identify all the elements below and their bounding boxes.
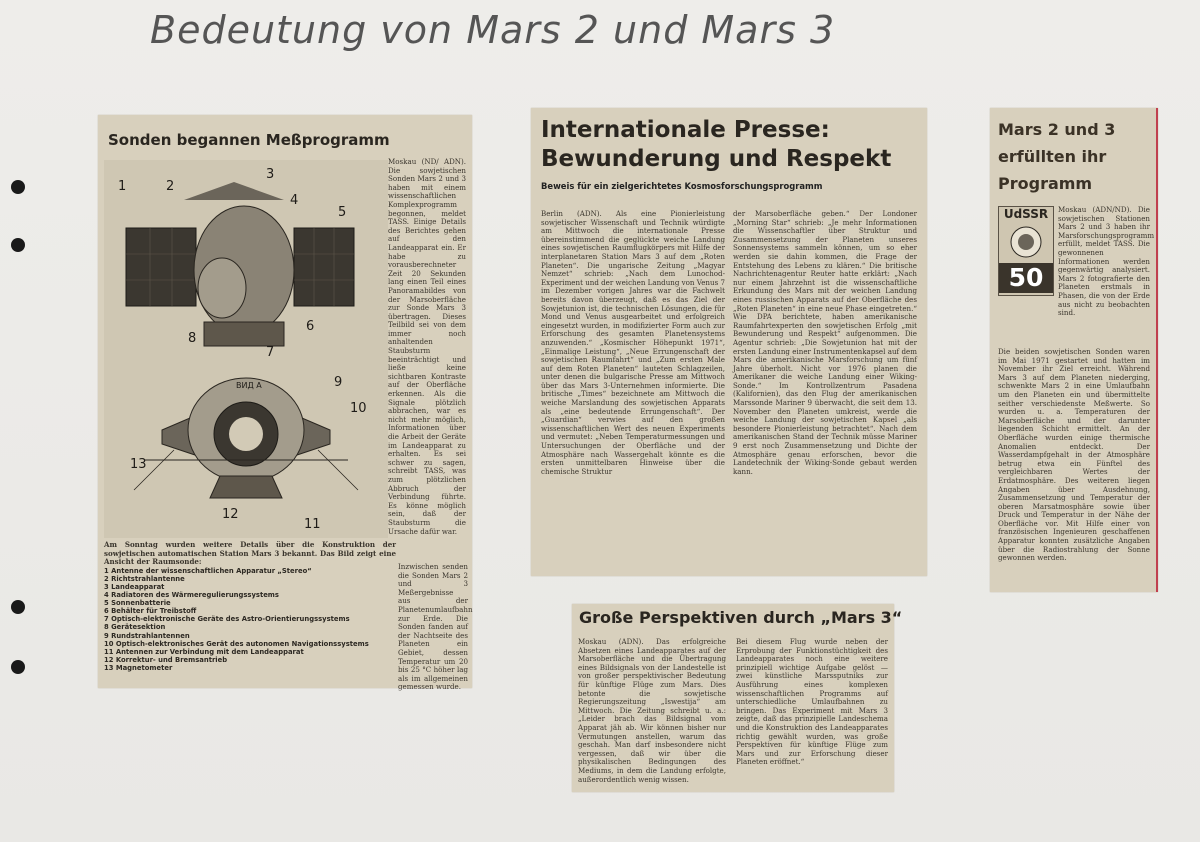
legend-item: 5 Sonnenbatterie	[104, 599, 171, 608]
punch-hole	[11, 600, 25, 614]
handwritten-headline: Bedeutung von Mars 2 und Mars 3	[150, 8, 836, 52]
diagram-caption	[104, 541, 396, 683]
legend-item: 1 Antenne der wissenschaftlichen Apparatur „Stereo“	[104, 566, 312, 575]
clipping-presse	[531, 108, 927, 576]
solar-panel-left-shape	[126, 228, 196, 306]
logo-text: UdSSR	[1003, 207, 1049, 221]
punch-hole	[11, 238, 25, 252]
diagram-label: 13	[130, 457, 147, 472]
legend-item: 2 Richtstrahlantenne	[104, 574, 185, 583]
clipping-title: Sonden begannen Meßprogramm	[108, 131, 390, 149]
legend-item: 3 Landeapparat	[104, 582, 165, 591]
clipping-subtitle: Beweis für ein zielgerichtetes Kosmosforschungsprogramm	[541, 181, 823, 191]
solar-panel-right-shape	[294, 228, 354, 306]
legend-item: 4 Radiatoren des Wärmeregulierungssystems	[104, 591, 279, 600]
article-column-2: Bei diesem Flug wurde neben der Erprobung der Funktionstüchtigkeit des Landeapparates noch eine weitere prinzipiell wichtige Aufgabe gelöst — zwei künstliche Marssputniks zur Ausführung eines komplexen wissenschaftlichen Programms auf unterschiedliche Umlaufbahnen zu bringen. Das Experiment mit Mars 3 zeigte, daß das prinzipielle Landeschema und die Konstruktion des Landeapparates richtig gewählt wurden, was große Perspektiven für künftige Flüge zum Mars und zur Erforschung dieser Planeten eröffnet.“	[736, 637, 888, 767]
legend-item: 8 Gerätesektion	[104, 623, 166, 632]
article-column-1: Moskau (ADN). Das erfolgreiche Absetzen eines Landeapparates auf der Marsoberfläche und die Übertragung eines Bildsignals von der Landestelle ist von großer perspektivischer Bedeutung für künftige Flüge zum Mars. Dies betonte die sowjetische Regierungszeitung „Iswestija“ am Mittwoch. Die Zeitung schreibt u. a.: „Leider brach das Bildsignal vom Apparat jäh ab. Wir können bisher nur Vermutungen anstellen, warum das geschah. Man darf insbesondere nicht vergessen, daß wir über die physikalischen Bedingungen des Mediums, in dem die Landung erfolgte, außerordentlich wenig wissen.	[578, 637, 726, 784]
legend-item: 6 Behälter für Treibstoff	[104, 607, 197, 616]
clipping-title: Mars 2 und 3 erfüllten ihr Programm	[998, 120, 1116, 193]
clipping-sonden-side-text-2: Inzwischen senden die Sonden Mars 2 und 3 Meßergebnisse aus der Planetenumlaufbahn zur Erde. Die Sonden fanden auf der Nachtseite des Planeten ein Gebiet, dessen Temperatur um 20 bis 25 °C höher lag als im allgemeinen gemessen wurde.	[398, 562, 473, 692]
diagram-label: 3	[266, 167, 275, 182]
diagram-legend	[104, 567, 396, 672]
legend-item: 11 Antennen zur Verbindung mit dem Landeapparat	[104, 647, 304, 656]
punch-hole	[11, 180, 25, 194]
diagram-label: 7	[266, 345, 275, 360]
legend-item: 13 Magnetometer	[104, 663, 173, 672]
clipping-perspektiven	[572, 604, 903, 792]
diagram-label: 8	[188, 331, 197, 346]
logo-number: 50	[999, 263, 1053, 293]
legend-item: 9 Rundstrahlantennen	[104, 631, 190, 640]
emblem-icon	[1009, 225, 1043, 259]
diagram-label: 1	[118, 179, 127, 194]
article-intro: Moskau (ADN/ND). Die sowjetischen Stationen Mars 2 und 3 haben ihr Marsforschungsprogramm erfüllt, meldet TASS. Die gewonnenen Informationen werden gegenwärtig analysiert. Mars 2 fotografierte den Planeten erstmals in Phasen, die von der Erde aus nicht zu beobachten sind.	[1058, 205, 1155, 318]
punch-hole	[11, 660, 25, 674]
article-body: Die beiden sowjetischen Sonden waren im Mai 1971 gestartet und hatten im November ihr Ziel erreicht. Während Mars 3 auf dem Planeten niederging, schwenkte Mars 2 in eine Umlaufbahn um den Planeten ein und übermittelte seither verschiedenste Meßwerte. So wurden u. a. Temperaturen der Marsoberfläche und der darunter liegenden Schicht ermittelt. An der Oberfläche wurden einige thermische Anomalien entdeckt. Der Wasserdampfgehalt in der Atmosphäre betrug etwa ein Fünftel des vergleichbaren Wertes der Erdatmosphäre. Des weiteren liegen Angaben über Ausdehnung, Zusammensetzung und Temperatur der oberen Marsatmosphäre sowie über Druck und Temperatur in der Nähe der Oberfläche vor. Mit Hilfe einer von französischen Ingenieuren geschaffenen Apparatur konnten zusätzliche Angaben über die Radiostrahlung der Sonne gewonnen werden.	[998, 347, 1150, 563]
instrument-section-shape	[204, 322, 284, 346]
clipping-title: Internationale Presse: Bewunderung und Respekt	[541, 117, 892, 172]
clipping-programm	[990, 108, 1158, 592]
diagram-label: 4	[290, 193, 299, 208]
article-column-2: der Marsoberfläche geben.“ Der Londoner „Morning Star“ schrieb: „Je mehr Informationen die Wissenschaftler über Struktur und Zusammensetzung der Planeten unseres Sonnensystems sammeln können, um so eher werden sie dahin kommen, die Frage der Entstehung des Lebens zu klären.“ Die britische Nachrichtenagentur Reuter hatte erklärt: „Nach nur einem Jahrzehnt ist die wissenschaftliche Erkundung des Mars mit der weichen Landung eines russischen Apparats auf der Oberfläche des „Roten Planeten“ in eine neue Phase eingetreten.“ Wie DPA berichtete, haben amerikanische Raumfahrtexperten den sowjetischen Erfolg „mit Bewunderung und Respekt“ aufgenommen. Die Agentur schrieb: „Die Sowjetunion hat mit der ersten Landung einer Instrumentenkapsel auf dem Mars die amerikanische Marsforschung um fünf Jahre überholt. Nicht vor 1976 planen die Amerikaner die weiche Landung einer Wiking-Sonde.“ Im Kontrollzentrum Pasadena (Kalifornien), das den Flug der amerikanischen Marssonde Mariner 9 überwacht, die seit dem 13. November den Planeten umkreist, werde die weiche Landung der sowjetischen Kapsel „als besondere Pionierleistung betrachtet“. Nach dem amerikanischen Stand der Technik müsse Mariner 9 erst noch Zusammensetzung und Dichte der Atmosphäre genau erforschen, bevor die Landetechnik der Wiking-Sonde gebaut werden kann.	[733, 209, 917, 476]
caption-text: Am Sonntag wurden weitere Details über die Konstruktion der sowjetischen automatischen Station Mars 3 bekannt. Das Bild zeigt eine Ansicht der Raumsonde:	[104, 540, 396, 567]
diagram-label: 9	[334, 375, 343, 390]
dish-antenna-shape	[198, 258, 246, 318]
diagram-label: 11	[304, 517, 321, 532]
diagram-label: 12	[222, 507, 239, 522]
diagram-view-label: ВИД А	[236, 381, 262, 390]
article-column-1: Berlin (ADN). Als eine Pionierleistung sowjetischer Wissenschaft und Technik würdigte am Mittwoch die internationale Presse übereinstimmend die geglückte weiche Landung eines sowjetischen Raumflugkörpers mit Hilfe der interplanetaren Station Mars 3 auf dem „Roten Planeten“. Die ungarische Zeitung „Magyar Nemzet“ schrieb: „Nach dem Lunochod-Experiment und der weichen Landung von Venus 7 im Dezember vorigen Jahres war die Fachwelt bereits davon überzeugt, daß es das Ziel der Sowjetunion ist, die technischen Lösungen, die für Mond und Venus ausgearbeitet und erfolgreich eingesetzt wurden, in modifizierter Form auch zur Erforschung des gesamten Planetensystems anzuwenden.“ „Kosmischer Höhepunkt 1971“, „Einmalige Leistung“, „Neue Errungenschaft der sowjetischen Raumfahrt“ und „Zum ersten Male auf dem Roten Planeten“ lauteten Schlagzeilen, unter denen die bulgarische Presse am Mittwoch über das Mars 3-Unternehmen informierte. Die britische „Times“ bezeichnete am Mittwoch die weiche Marslandung des sowjetischen Apparats als „eine bedeutende Errungenschaft“. Der „Guardian“ verwies auf den großen wissenschaftlichen Wert des neuen Experiments und vermutet: „Neben Temperaturmessungen und Untersuchungen der Oberfläche und der Atmosphäre nach Wassergehalt könnte es die ersten unmittelbaren Hinweise über die chemische Struktur	[541, 209, 725, 476]
clipping-sonden-side-text: Moskau (ND/ ADN). Die sowjetischen Sonden Mars 2 und 3 haben mit einem wissenschaftlichen Komplexprogramm begonnen, meldet TASS. Einige Details des Berichtes gehen auf den Landeapparat ein. Er habe zu vorausberechneter Zeit 20 Sekunden lang einen Teil eines Panoramabildes von der Marsoberfläche zur Sonde Mars 3 übertragen. Dieses Teilbild sei von dem immer noch anhaltenden Staubsturm beeinträchtigt und ließe keine sichtbaren Kontraste auf der Oberfläche erkennen. Als die Signale plötzlich abbrachen, war es nicht mehr möglich, Informationen über die Arbeit der Geräte im Landeapparat zu erhalten. Es sei schwer zu sagen, schreibt TASS, was zum plötzlichen Abbruch der Verbindung führte. Es könne möglich sein, daß der Staubsturm die Ursache dafür war.	[388, 157, 466, 536]
clipping-title: Große Perspektiven durch „Mars 3“	[579, 608, 903, 627]
engine-core-shape	[229, 417, 263, 451]
legend-item: 10 Optisch-elektronisches Gerät des autonomen Navigationssystems	[104, 639, 369, 648]
legend-item: 12 Korrektur- und Bremsantrieb	[104, 655, 228, 664]
diagram-label: 6	[306, 319, 315, 334]
diagram-label: 10	[350, 401, 367, 416]
diagram-label: 2	[166, 179, 175, 194]
nozzle-base-shape	[210, 476, 282, 498]
spacecraft-diagram	[104, 160, 388, 538]
legend-item: 7 Optisch-elektronische Geräte des Astro-Orientierungssystems	[104, 615, 350, 624]
ussr-50-logo	[998, 206, 1054, 296]
diagram-label: 5	[338, 205, 347, 220]
